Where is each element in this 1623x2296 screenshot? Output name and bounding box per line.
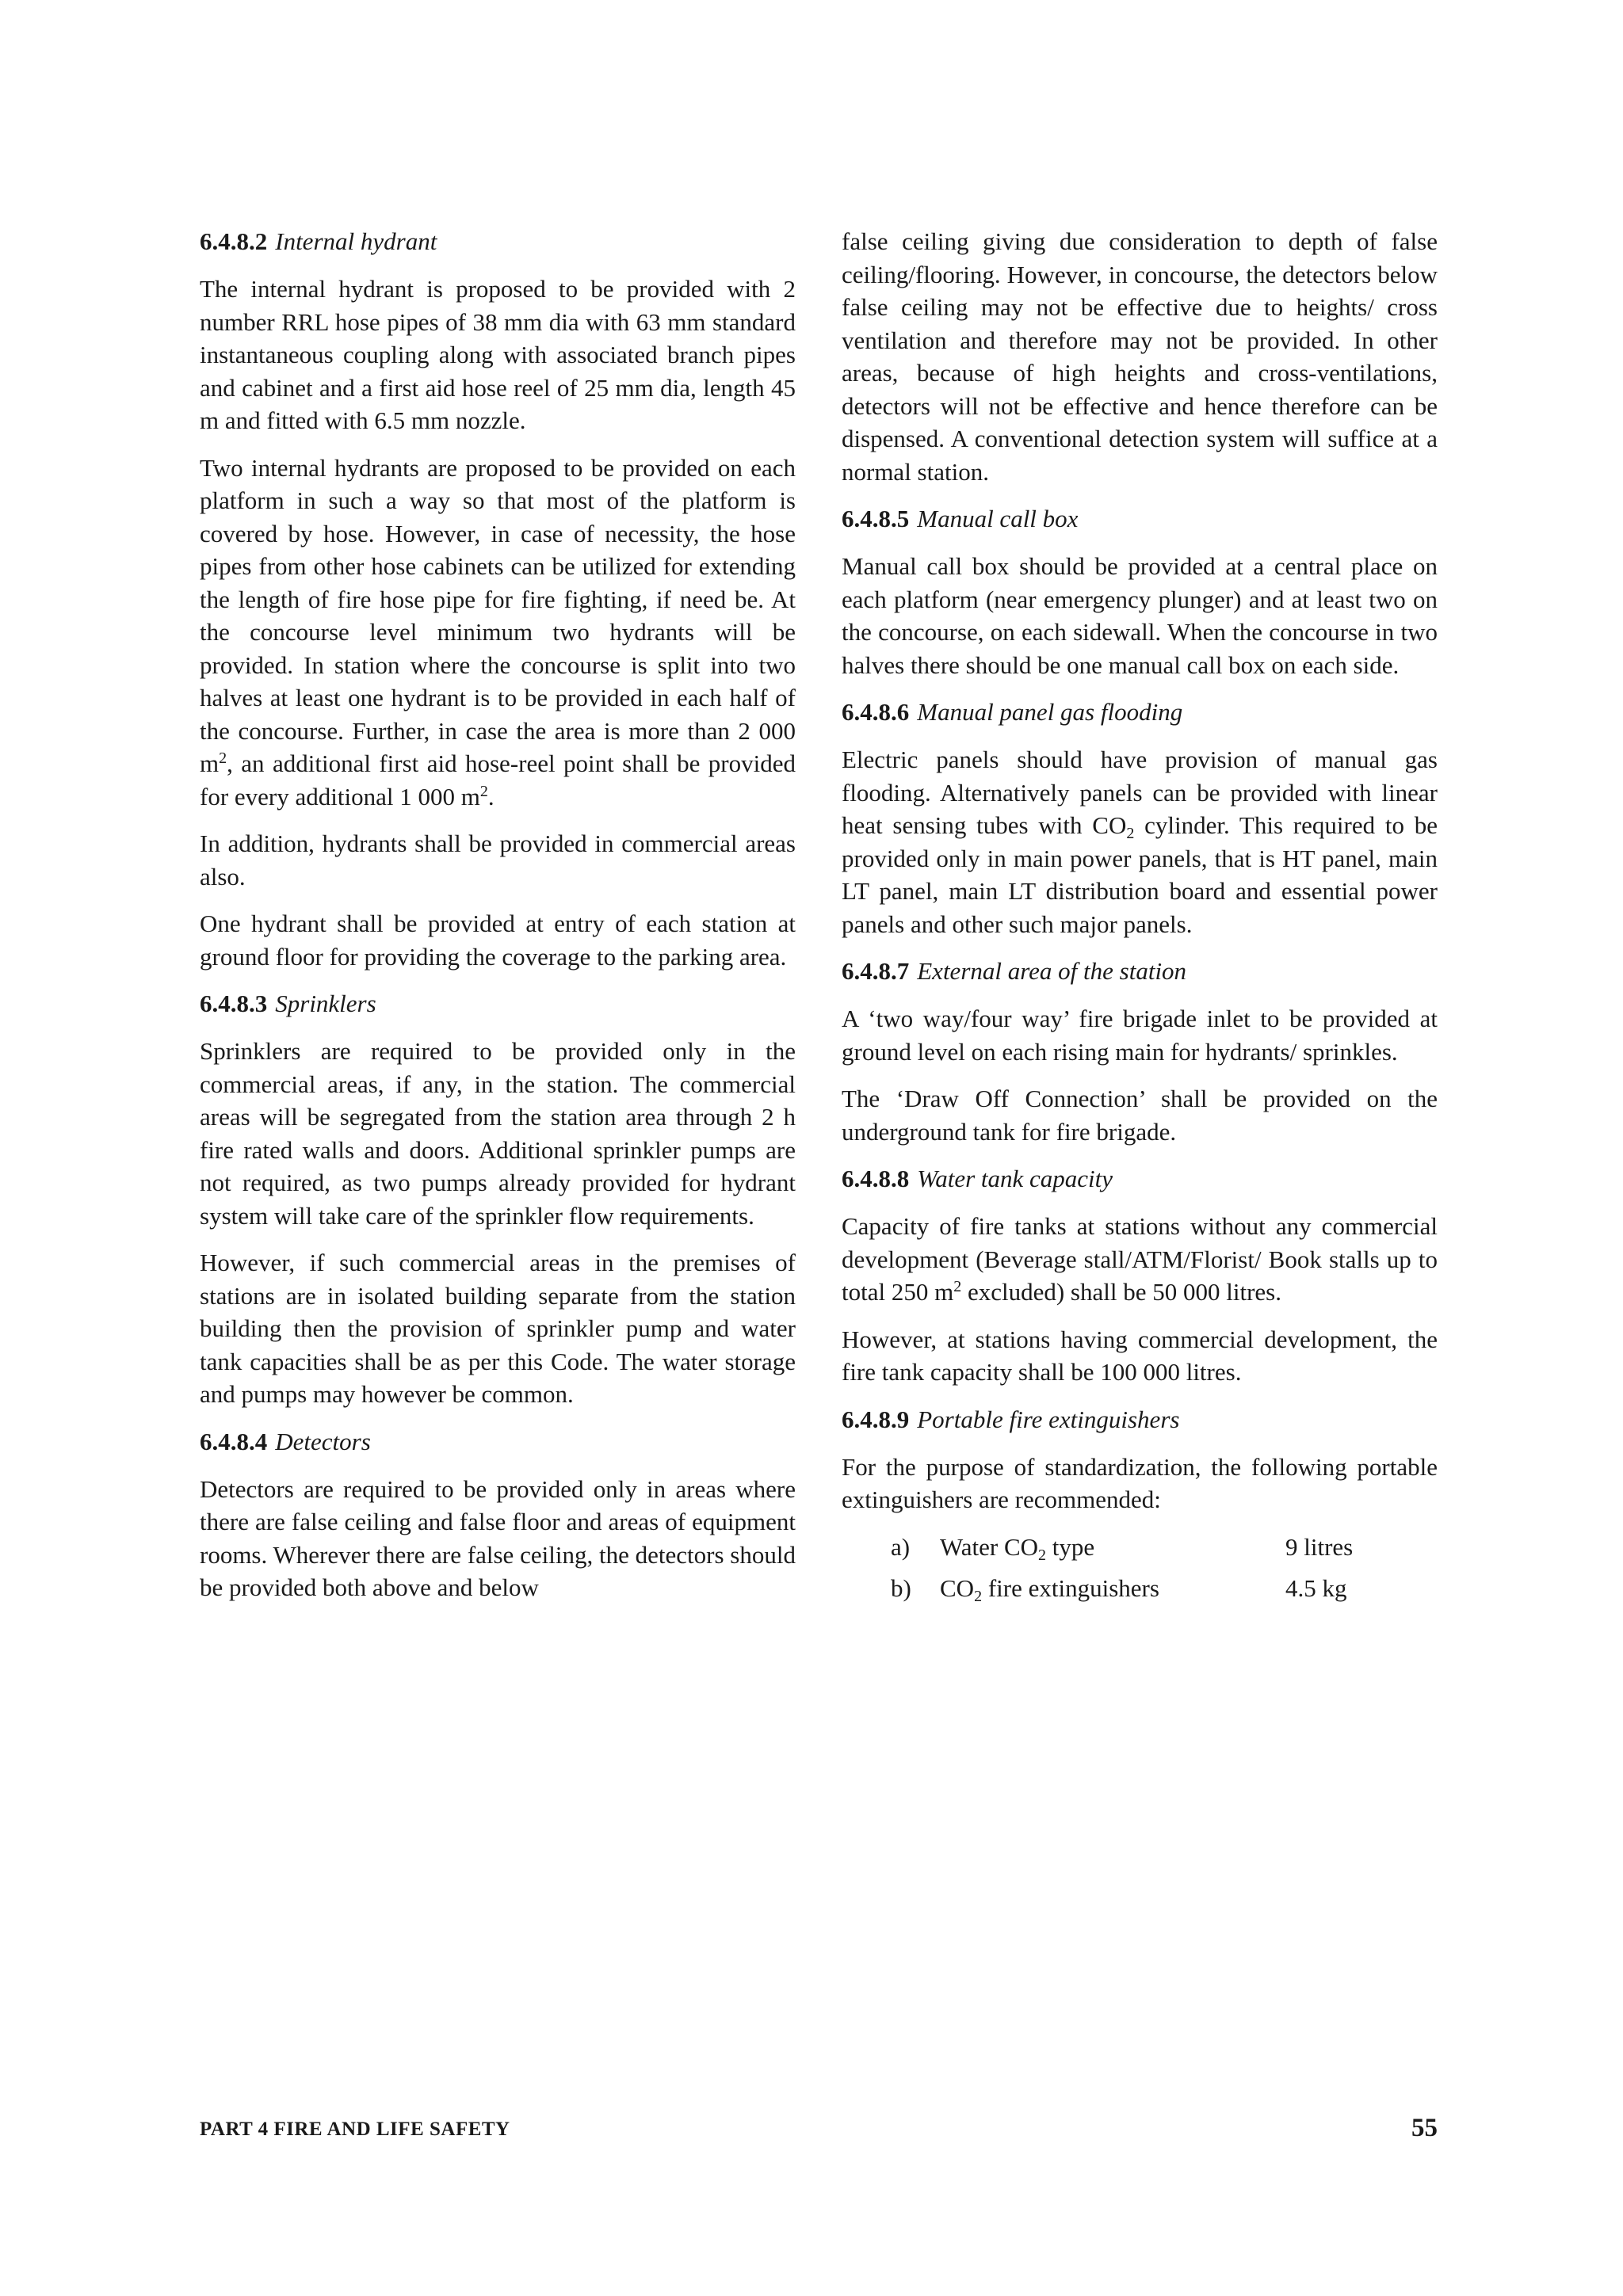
section-heading-6-4-8-5 bbox=[842, 502, 1438, 536]
paragraph: Electric panels should have provision of manual gas flooding. Alternatively panels can be provided with linear heat sensing tubes with $CO_2$ cylinder. This required to be provided only in main power panels, that is HT panel, main LT panel, main LT distribution board and essential power panels and other such major panels. bbox=[842, 746, 1438, 938]
paragraph: However, if such commercial areas in the premises of stations are in isolated building separate from the station building then the provision of sprinkler pump and water tank capacities shall be as per this Code. The water storage and pumps may however be common. bbox=[200, 1249, 796, 1408]
section-heading-6-4-8-8 bbox=[842, 1162, 1438, 1196]
paragraph: For the purpose of standardization, the following portable extinguishers are recommended: bbox=[842, 1452, 1438, 1513]
section-number: 6.4.8.6 bbox=[842, 698, 910, 726]
subscript: 2 bbox=[1126, 825, 1135, 842]
list-label: b) bbox=[891, 1573, 911, 1602]
list-label: a) bbox=[891, 1532, 911, 1561]
right-column bbox=[842, 225, 1438, 1613]
paragraph: Capacity of fire tanks at stations without any commercial development (Beverage stall/ATM/Florist/ Book stalls up to total 250 $m^2$ excluded) shall be 50 000 litres. bbox=[842, 1212, 1438, 1306]
superscript: 2 bbox=[219, 749, 227, 767]
section-number: 6.4.8.4 bbox=[200, 1427, 268, 1455]
section-number: 6.4.8.8 bbox=[842, 1165, 910, 1192]
paragraph: Two internal hydrants are proposed to be provided on each platform in such a way so that most of the platform is covered by hose. However, in case of necessity, the hose pipes from other hose cabinets can be utilized for extending the length of fire hose pipe for fire fighting, if need be. At the concourse level minimum two hydrants will be provided. In station where the concourse is split into two halves at least one hydrant is to be provided in each half of the concourse. Further, in case the area is more than 2 000 $m^2$, an additional first aid hose-reel point shall be provided for every additional 1 000 $m^2$. bbox=[200, 453, 796, 810]
footer-part-title: PART 4 FIRE AND LIFE SAFETY bbox=[200, 2119, 510, 2140]
section-heading-6-4-8-4 bbox=[200, 1425, 796, 1459]
section-number: 6.4.8.5 bbox=[842, 505, 910, 532]
page-number: 55 bbox=[1411, 2114, 1438, 2142]
section-number: 6.4.8.9 bbox=[842, 1405, 910, 1433]
paragraph: The ‘Draw Off Connection’ shall be provided on the underground tank for fire brigade. bbox=[842, 1085, 1438, 1146]
section-title: Water tank capacity bbox=[917, 1165, 1113, 1192]
section-number: 6.4.8.2 bbox=[200, 227, 268, 255]
superscript: 2 bbox=[953, 1278, 962, 1295]
list-item bbox=[842, 1531, 1438, 1572]
paragraph: Sprinklers are required to be provided only in the commercial areas, if any, in the station. The commercial areas will be segregated from the station area through 2 h fire rated walls and doors. Additional sprinkler pumps are not required, as two pumps already provided for hydrant system will take care of the sprinkler flow requirements. bbox=[200, 1037, 796, 1230]
section-number: 6.4.8.7 bbox=[842, 957, 910, 985]
section-heading-6-4-8-6 bbox=[842, 696, 1438, 729]
section-title: Portable fire extinguishers bbox=[917, 1405, 1180, 1433]
paragraph: The internal hydrant is proposed to be provided with 2 number RRL hose pipes of 38 mm dia with 63 mm standard instantaneous coupling along with associated branch pipes and cabinet and a first aid hose reel of 25 mm dia, length 45 m and fitted with 6.5 mm nozzle. bbox=[200, 275, 796, 434]
list-item-text: $CO_2$ fire extinguishers bbox=[940, 1573, 1159, 1605]
superscript: 2 bbox=[479, 782, 488, 800]
section-title: Manual call box bbox=[917, 505, 1079, 532]
section-title: External area of the station bbox=[917, 957, 1187, 985]
section-heading-6-4-8-7 bbox=[842, 955, 1438, 988]
paragraph: Manual call box should be provided at a central place on each platform (near emergency plunger) and at least two on the concourse, on each sidewall. When the concourse in two halves there should be one manual call box on each side. bbox=[842, 552, 1438, 679]
section-number: 6.4.8.3 bbox=[200, 990, 268, 1017]
subscript: 2 bbox=[1038, 1546, 1047, 1564]
paragraph: In addition, hydrants shall be provided in commercial areas also. bbox=[200, 830, 796, 891]
paragraph: Detectors are required to be provided only in areas where there are false ceiling and false floor and areas of equipment rooms. Wherever there are false ceiling, the detectors should be provided both above and below bbox=[200, 1474, 796, 1601]
list-item-text: Water $CO_2$ type bbox=[940, 1532, 1095, 1564]
subscript: 2 bbox=[974, 1587, 983, 1605]
paragraph: false ceiling giving due consideration to depth of false ceiling/flooring. However, in concourse, the detectors below false ceiling may not be effective due to heights/ cross ventilation and therefore may not be provided. In other areas, because of high heights and cross-ventilations, detectors will not be effective and hence therefore can be dispensed. A conventional detection system will suffice at a normal station. bbox=[842, 227, 1438, 486]
list-item bbox=[842, 1572, 1438, 1613]
list-item-value: 9 litres bbox=[1285, 1532, 1354, 1561]
section-title: Internal hydrant bbox=[275, 227, 437, 255]
section-title: Manual panel gas flooding bbox=[917, 698, 1183, 726]
section-heading-6-4-8-3 bbox=[200, 987, 796, 1020]
paragraph: One hydrant shall be provided at entry of each station at ground floor for providing the coverage to the parking area. bbox=[200, 910, 796, 971]
section-title: Sprinklers bbox=[275, 990, 376, 1017]
paragraph: However, at stations having commercial development, the fire tank capacity shall be 100 000 litres. bbox=[842, 1325, 1438, 1386]
left-column bbox=[200, 225, 796, 1619]
section-title: Detectors bbox=[275, 1427, 371, 1455]
list-item-value: 4.5 kg bbox=[1285, 1573, 1347, 1602]
paragraph: A ‘two way/four way’ fire brigade inlet to be provided at ground level on each rising main for hydrants/ sprinkles. bbox=[842, 1005, 1438, 1066]
section-heading-6-4-8-2 bbox=[200, 225, 796, 258]
section-heading-6-4-8-9 bbox=[842, 1403, 1438, 1436]
